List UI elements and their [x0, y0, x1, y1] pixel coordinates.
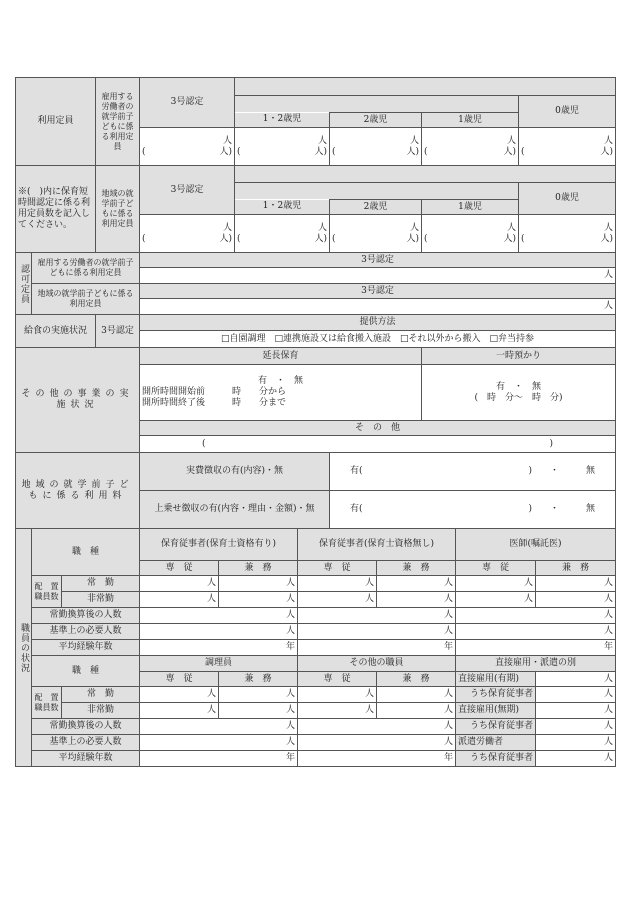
- concurrent-header: 兼 務: [377, 672, 456, 687]
- staff-cell[interactable]: 年: [140, 751, 298, 767]
- of-which-label: うち保育従事者: [456, 687, 536, 703]
- age1-header: 1歳児: [422, 113, 519, 128]
- cert3-header: 3号認定: [140, 166, 235, 215]
- temporary-care-header: 一時預かり: [422, 348, 616, 365]
- staff-cell[interactable]: 人: [140, 608, 298, 624]
- staff-cell[interactable]: 人: [536, 735, 616, 751]
- temporary-care-detail[interactable]: 有 ・ 無 ( 時 分〜 時 分): [422, 365, 616, 421]
- staff-cell[interactable]: 人: [536, 576, 616, 592]
- staff-cell[interactable]: 人: [536, 719, 616, 735]
- other-staff-header: その他の職員: [298, 656, 456, 672]
- cook-header: 調理員: [140, 656, 298, 672]
- capacity-cell[interactable]: 人 ( 人): [140, 128, 235, 166]
- required-label: 基準上の必要人数: [32, 624, 140, 640]
- of-which-label: うち保育従事者: [456, 719, 536, 735]
- approved-employee-value[interactable]: 人: [140, 268, 616, 284]
- approved-local-value[interactable]: 人: [140, 299, 616, 315]
- meal-options[interactable]: □自園調理 □連携施設又は給食搬入施設 □それ以外から搬入 □弁当持参: [140, 331, 616, 348]
- converted-label: 常勤換算後の人数: [32, 719, 140, 735]
- capacity-cell[interactable]: 人 ( 人): [422, 128, 519, 166]
- staff-cell[interactable]: 人: [219, 687, 298, 703]
- avg-years-label: 平均経験年数: [32, 640, 140, 656]
- age2-header: 2歳児: [330, 200, 422, 215]
- staff-cell[interactable]: 年: [298, 751, 456, 767]
- fees-title: 地域の就学前子どもに係る利用料: [16, 453, 140, 529]
- approved-cert3-header: 3号認定: [140, 284, 616, 299]
- meal-method-header: 提供方法: [140, 315, 616, 331]
- extended-care-header: 延長保育: [140, 348, 422, 365]
- capacity-cell[interactable]: 人 ( 人): [235, 215, 330, 253]
- staff-cell[interactable]: 年: [456, 640, 616, 656]
- actual-fee-value[interactable]: 有( ) ・ 無: [330, 453, 616, 491]
- staff-cell[interactable]: 年: [298, 640, 456, 656]
- age0-header: 0歳児: [519, 183, 616, 215]
- staff-cell[interactable]: 人: [140, 576, 219, 592]
- meal-cert: 3号認定: [96, 315, 140, 348]
- concurrent-header: 兼 務: [219, 672, 298, 687]
- age0-header: 0歳児: [519, 96, 616, 128]
- required-label: 基準上の必要人数: [32, 735, 140, 751]
- capacity-cell[interactable]: 人 ( 人): [422, 215, 519, 253]
- dispatched-label: 派遣労働者: [456, 735, 536, 751]
- extra-fee-label: 上乗せ徴収の有(内容・理由・金額)・無: [140, 491, 330, 529]
- placement-label: 配 置職員数: [32, 576, 62, 608]
- capacity-note: ※( )内に保育短時間認定に係る利用定員数を記入してください。: [16, 166, 96, 253]
- avg-years-label: 平均経験年数: [32, 751, 140, 767]
- capacity-cell[interactable]: 人 ( 人): [330, 128, 422, 166]
- staff-cell[interactable]: 人: [536, 703, 616, 719]
- actual-fee-label: 実費徴収の有(内容)・無: [140, 453, 330, 491]
- fixed-term-label: 直接雇用(有期): [456, 672, 536, 687]
- other-title: その他の事業の実施状況: [16, 348, 140, 453]
- meal-title: 給食の実施状況: [16, 315, 96, 348]
- age12-header: 1・2歳児: [235, 200, 330, 215]
- dedicated-header: 専 従: [298, 672, 377, 687]
- staff-cell[interactable]: 人: [140, 687, 219, 703]
- capacity-table: [15, 77, 616, 529]
- employee-capacity-label: 雇用する労働者の就学前子どもに係る利用定員: [96, 78, 140, 166]
- staff-cell[interactable]: 人: [456, 608, 616, 624]
- staff-cell[interactable]: 人: [298, 735, 456, 751]
- converted-label: 常勤換算後の人数: [32, 608, 140, 624]
- staff-cell[interactable]: 人: [298, 687, 377, 703]
- staff-cell[interactable]: 人: [377, 576, 456, 592]
- concurrent-header: 兼 務: [219, 561, 298, 576]
- staff-cell[interactable]: 人: [140, 735, 298, 751]
- cert3-header: 3号認定: [140, 78, 235, 128]
- approved-local-label: 地域の就学前子どもに係る利用定員: [32, 284, 140, 315]
- concurrent-header: 兼 務: [377, 561, 456, 576]
- staff-cell[interactable]: 年: [140, 640, 298, 656]
- staff-cell[interactable]: 人: [140, 719, 298, 735]
- staff-cell[interactable]: 人: [298, 719, 456, 735]
- extended-care-detail[interactable]: 有 ・ 無 開所時間開始前 時 分から 開所時間終了後 時 分まで: [140, 365, 422, 421]
- extra-fee-value[interactable]: 有( ) ・ 無: [330, 491, 616, 529]
- nursery-qualified-header: 保育従事者(保育士資格有り): [140, 529, 298, 561]
- staff-title: 職員の状況: [16, 529, 32, 767]
- others-detail[interactable]: ( ): [140, 436, 616, 453]
- fulltime-label: 常 勤: [62, 576, 140, 592]
- capacity-cell[interactable]: 人 ( 人): [140, 215, 235, 253]
- job-type-header: 職 種: [32, 529, 140, 576]
- others-header: そ の 他: [140, 421, 616, 436]
- staff-cell[interactable]: 人: [456, 624, 616, 640]
- staff-cell[interactable]: 人: [536, 687, 616, 703]
- fulltime-label: 常 勤: [62, 687, 140, 703]
- staff-cell[interactable]: 人: [298, 592, 377, 608]
- staff-cell[interactable]: 人: [456, 592, 536, 608]
- approved-title: 認可定員: [16, 253, 32, 315]
- parttime-label: 非常勤: [62, 703, 140, 719]
- staff-cell[interactable]: 人: [298, 608, 456, 624]
- age1-header: 1歳児: [422, 200, 519, 215]
- staff-cell[interactable]: 人: [298, 624, 456, 640]
- capacity-cell[interactable]: 人 ( 人): [330, 215, 422, 253]
- staff-cell[interactable]: 人: [219, 592, 298, 608]
- staff-cell[interactable]: 人: [298, 703, 377, 719]
- nursery-unqualified-header: 保育従事者(保育士資格無し): [298, 529, 456, 561]
- concurrent-header: 兼 務: [536, 561, 616, 576]
- parttime-label: 非常勤: [62, 592, 140, 608]
- doctor-header: 医師(嘱託医): [456, 529, 616, 561]
- staff-cell[interactable]: 人: [140, 624, 298, 640]
- dedicated-header: 専 従: [140, 561, 219, 576]
- application-form: [15, 77, 615, 767]
- capacity-cell[interactable]: 人 ( 人): [519, 128, 616, 166]
- staff-cell[interactable]: 人: [456, 576, 536, 592]
- indefinite-label: 直接雇用(無期): [456, 703, 536, 719]
- approved-employee-label: 雇用する労働者の就学前子どもに係る利用定員: [32, 253, 140, 284]
- staff-cell[interactable]: 人: [298, 576, 377, 592]
- dedicated-header: 専 従: [140, 672, 219, 687]
- staff-cell[interactable]: 人: [377, 592, 456, 608]
- staff-cell[interactable]: 人: [536, 672, 616, 687]
- age2-header: 2歳児: [330, 113, 422, 128]
- staff-cell[interactable]: 人: [377, 703, 456, 719]
- staff-cell[interactable]: 人: [219, 703, 298, 719]
- local-capacity-label: 地域の就学前子どもに係る利用定員: [96, 166, 140, 253]
- employment-header: 直接雇用・派遣の別: [456, 656, 616, 672]
- capacity-title: 利用定員: [16, 78, 96, 166]
- staff-cell[interactable]: 人: [536, 592, 616, 608]
- staff-cell[interactable]: 人: [536, 751, 616, 767]
- dedicated-header: 専 従: [298, 561, 377, 576]
- staff-cell[interactable]: 人: [219, 576, 298, 592]
- job-type-header: 職 種: [32, 656, 140, 687]
- dedicated-header: 専 従: [456, 561, 536, 576]
- capacity-cell[interactable]: 人 ( 人): [519, 215, 616, 253]
- staff-cell[interactable]: 人: [377, 687, 456, 703]
- of-which-label: うち保育従事者: [456, 751, 536, 767]
- staff-table: [15, 528, 616, 767]
- staff-cell[interactable]: 人: [140, 703, 219, 719]
- approved-cert3-header: 3号認定: [140, 253, 616, 268]
- capacity-cell[interactable]: 人 ( 人): [235, 128, 330, 166]
- staff-cell[interactable]: 人: [140, 592, 219, 608]
- age12-header: 1・2歳児: [235, 113, 330, 128]
- placement-label: 配 置職員数: [32, 687, 62, 719]
